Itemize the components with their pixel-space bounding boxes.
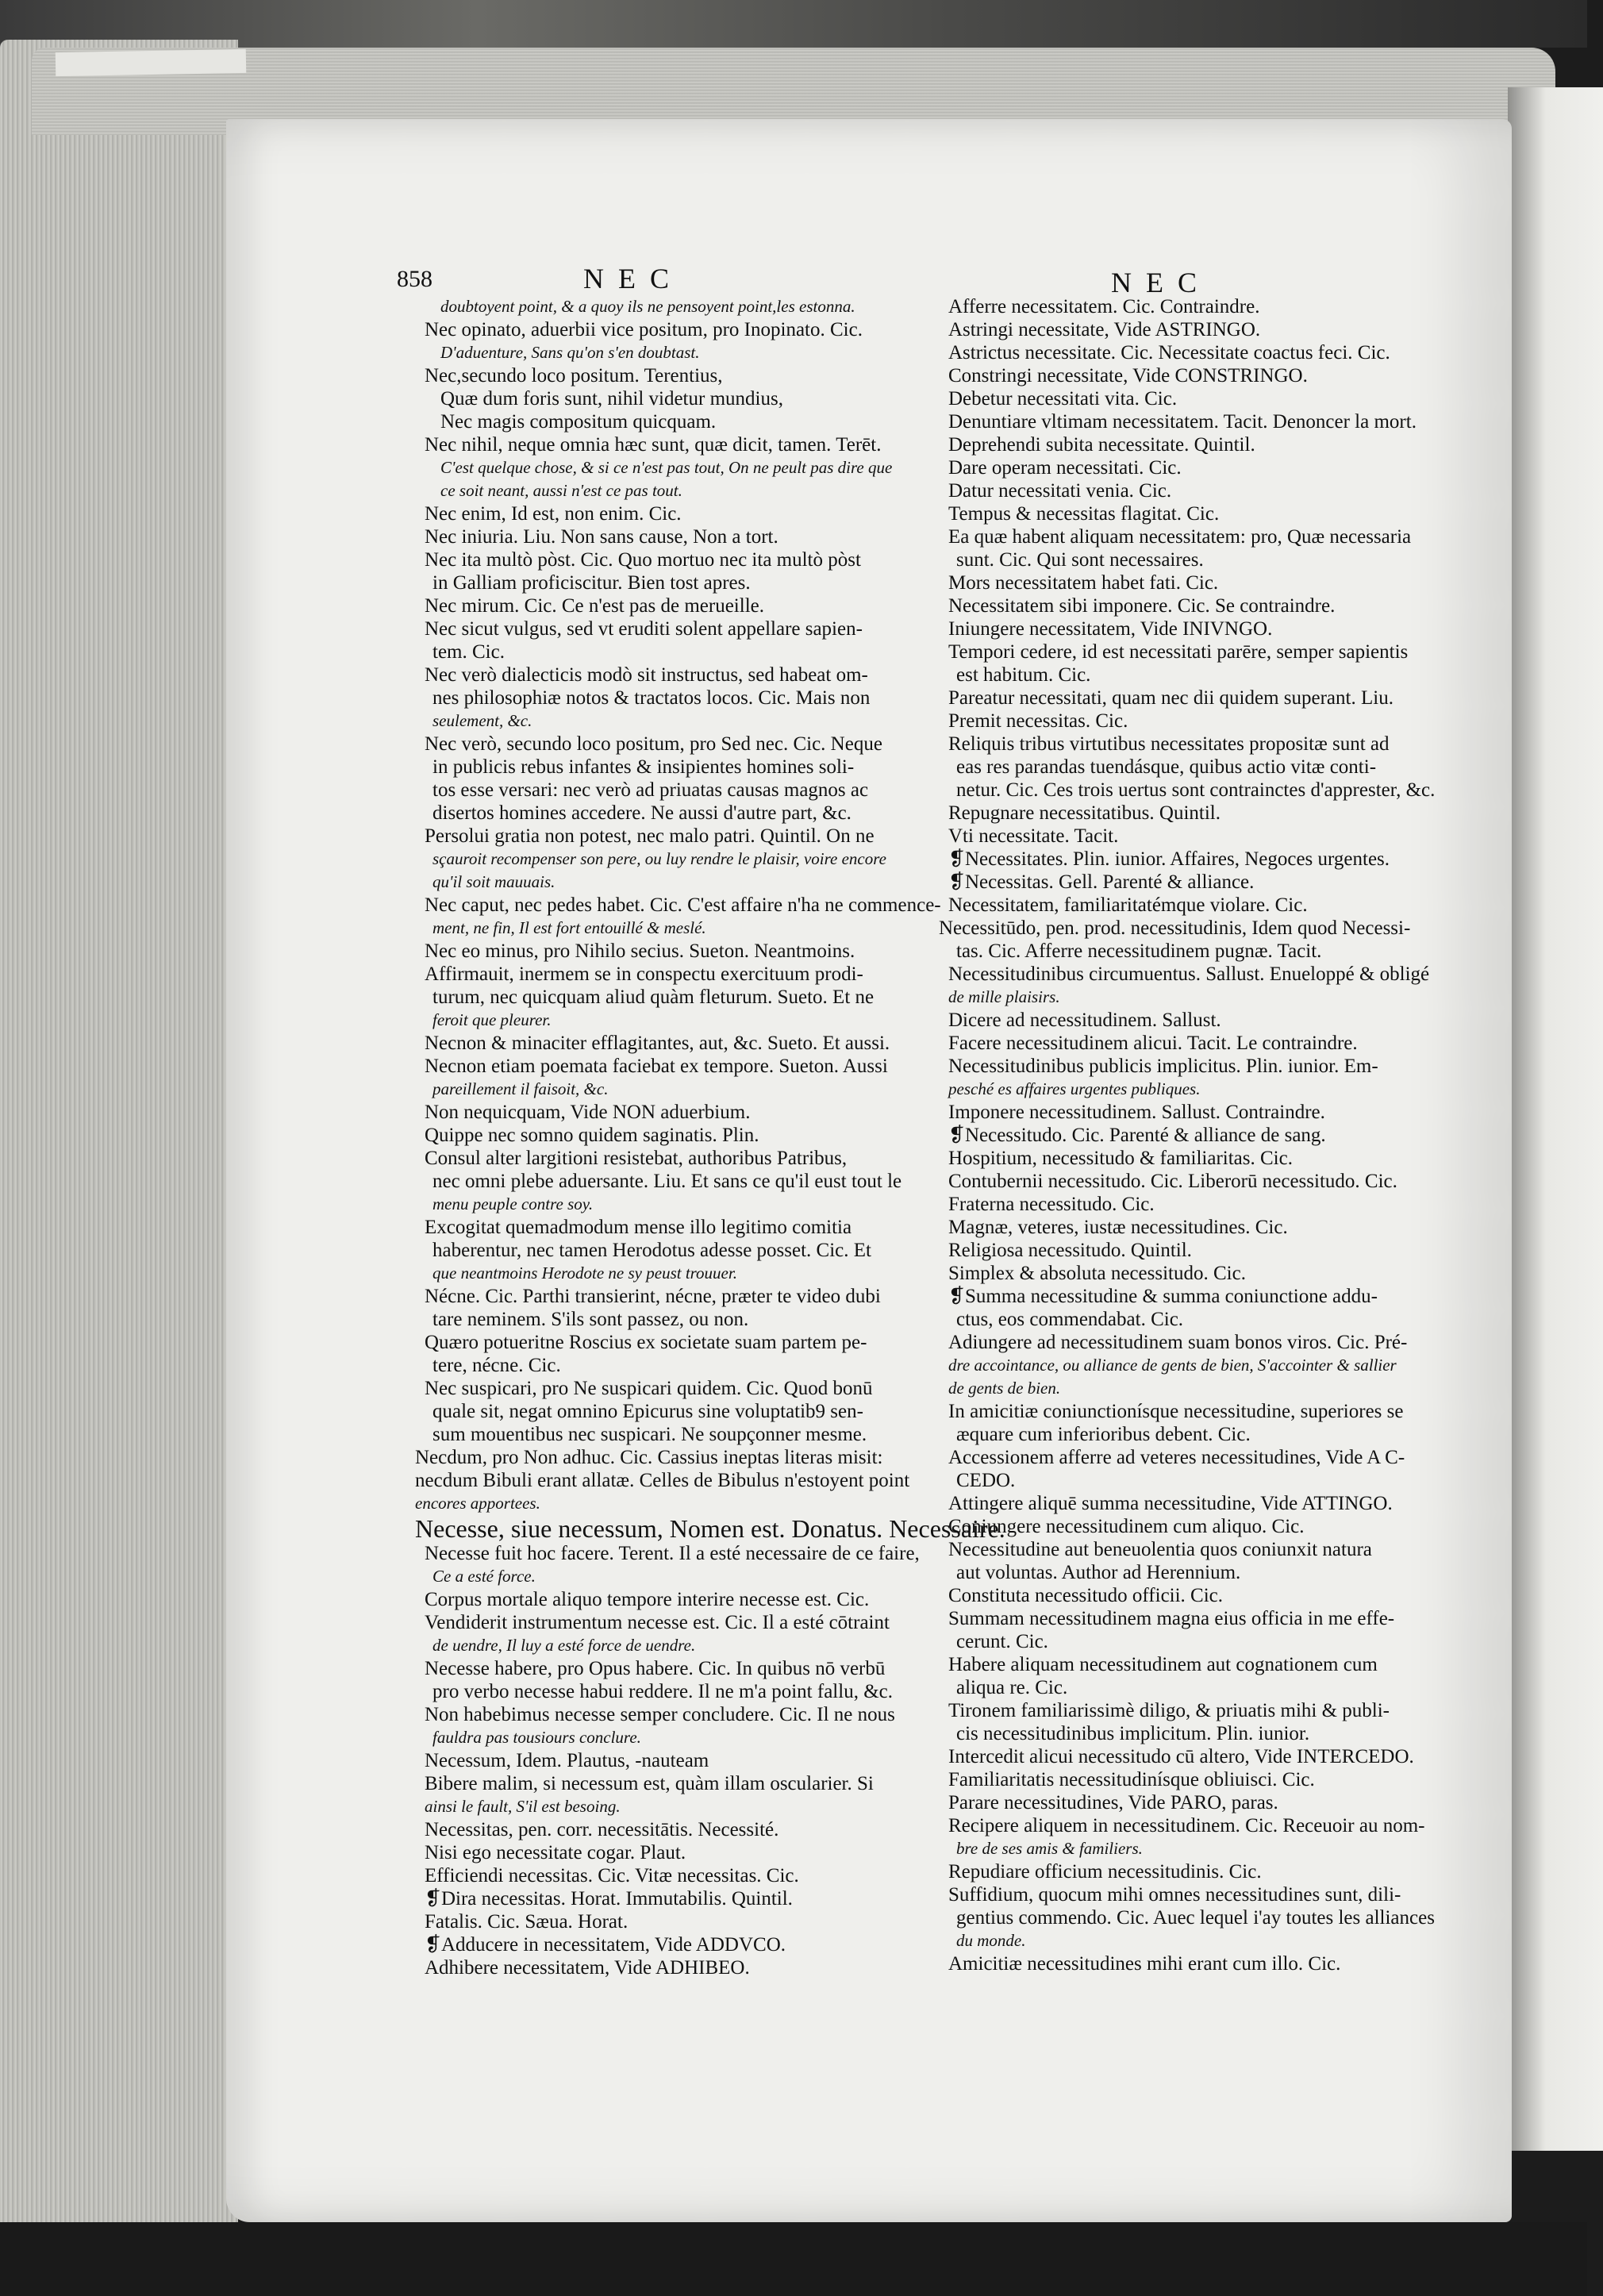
entry-line: de gents de bien. bbox=[948, 1379, 1061, 1398]
entry-line: æquare cum inferioribus debent. Cic. bbox=[956, 1424, 1251, 1445]
entry-line: Astrictus necessitate. Cic. Necessitate coactus feci. Cic. bbox=[948, 342, 1390, 363]
entry-line: ment, ne fin, Il est fort entouillé & meslé. bbox=[432, 918, 706, 937]
entry-line: Nec iniuria. Liu. Non sans cause, Non a tort. bbox=[425, 526, 778, 548]
entry-line: Consul alter largitioni resistebat, authoribus Patribus, bbox=[425, 1148, 848, 1169]
entry-line: feroit que pleurer. bbox=[432, 1010, 552, 1029]
entry-line: Intercedit alicui necessitudo cū altero, Vide INTERCEDO. bbox=[948, 1746, 1414, 1767]
entry-line: Hospitium, necessitudo & familiaritas. Cic. bbox=[948, 1148, 1293, 1169]
entry-line: Necnon & minaciter efflagitantes, aut, &c. Sueto. Et aussi. bbox=[425, 1033, 890, 1054]
entry-line: eas res parandas tuendásque, quibus actio vitæ conti- bbox=[956, 756, 1377, 778]
entry-line: Nec magis compositum quicquam. bbox=[440, 411, 717, 433]
entry-line: Religiosa necessitudo. Quintil. bbox=[948, 1240, 1192, 1261]
entry-line: Necesse fuit hoc facere. Terent. Il a esté necessaire de ce faire, bbox=[425, 1543, 920, 1564]
entry-line: Vendiderit instrumentum necesse est. Cic. Il a esté cōtraint bbox=[425, 1612, 890, 1633]
entry-line: Nec opinato, aduerbii vice positum, pro Inopinato. Cic. bbox=[425, 319, 863, 340]
entry-line: Repugnare necessitatibus. Quintil. bbox=[948, 802, 1221, 824]
entry-line: Attingere aliquē summa necessitudine, Vide ATTINGO. bbox=[948, 1493, 1393, 1514]
entry-line: Coniungere necessitudinem cum aliquo. Cic. bbox=[948, 1516, 1305, 1537]
entry-line: necdum Bibuli erant allatæ. Celles de Bibulus n'estoyent point bbox=[415, 1470, 910, 1491]
entry-line: ainsi le fault, S'il est besoing. bbox=[425, 1797, 621, 1816]
entry-line: dre accointance, ou alliance de gents de bien, S'accointer & sallier bbox=[948, 1356, 1397, 1375]
entry-line: ❡Necessitudo. Cic. Parenté & alliance de sang. bbox=[948, 1125, 1326, 1146]
entry-line: bre de ses amis & familiers. bbox=[956, 1839, 1143, 1858]
entry-line: pesché es affaires urgentes publiques. bbox=[948, 1079, 1201, 1098]
entry-line: Repudiare officium necessitudinis. Cic. bbox=[948, 1861, 1262, 1883]
entry-line: de mille plaisirs. bbox=[948, 987, 1060, 1006]
entry-line: Ea quæ habent aliquam necessitatem: pro, Quæ necessaria bbox=[948, 526, 1412, 548]
entry-line: Nec enim, Id est, non enim. Cic. bbox=[425, 503, 682, 525]
entry-line: aut voluntas. Author ad Herennium. bbox=[956, 1562, 1241, 1583]
entry-line: tos esse versari: nec verò ad priuatas causas magnos ac bbox=[432, 779, 869, 801]
entry-line: Necessitudinibus publicis implicitus. Plin. iunior. Em- bbox=[948, 1056, 1378, 1077]
entry-line: Mors necessitatem habet fati. Cic. bbox=[948, 572, 1219, 594]
entry-line: sçauroit recompenser son pere, ou luy rendre le plaisir, voire encore bbox=[432, 849, 886, 868]
entry-line: Contubernii necessitudo. Cic. Liberorū necessitudo. Cic. bbox=[948, 1171, 1397, 1192]
entry-line: Necesse, siue necessum, Nomen est. Donatus. Necessaire. bbox=[415, 1514, 1005, 1543]
entry-line: ❡Summa necessitudine & summa coniunctione addu- bbox=[948, 1286, 1378, 1307]
entry-line: Persolui gratia non potest, nec malo patri. Quintil. On ne bbox=[425, 825, 875, 847]
entry-line: seulement, &c. bbox=[432, 711, 532, 730]
entry-line: Adiungere ad necessitudinem suam bonos viros. Cic. Pré- bbox=[948, 1332, 1408, 1353]
entry-line: Quæro potueritne Roscius ex societate suam partem pe- bbox=[425, 1332, 867, 1353]
entry-line: tem. Cic. bbox=[432, 641, 505, 663]
entry-line: Efficiendi necessitas. Cic. Vitæ necessitas. Cic. bbox=[425, 1865, 799, 1886]
running-head-right: NEC bbox=[1111, 267, 1211, 298]
entry-line: Familiaritatis necessitudinísque obliuisci. Cic. bbox=[948, 1769, 1315, 1790]
entry-line: Magnæ, veteres, iustæ necessitudines. Cic. bbox=[948, 1217, 1288, 1238]
entry-line: Necnon etiam poemata faciebat ex tempore. Sueton. Aussi bbox=[425, 1056, 888, 1077]
entry-line: menu peuple contre soy. bbox=[432, 1194, 594, 1213]
entry-line: que neantmoins Herodote ne sy peust trouuer. bbox=[432, 1263, 737, 1283]
entry-line: Necessitas, pen. corr. necessitātis. Necessité. bbox=[425, 1819, 779, 1840]
entry-line: Nec verò, secundo loco positum, pro Sed nec. Cic. Neque bbox=[425, 733, 882, 755]
entry-line: Debetur necessitati vita. Cic. bbox=[948, 388, 1178, 410]
entry-line: Necesse habere, pro Opus habere. Cic. In quibus nō verbū bbox=[425, 1658, 886, 1679]
entry-line: Necessum, Idem. Plautus, -nauteam bbox=[425, 1750, 709, 1771]
entry-line: Deprehendi subita necessitate. Quintil. bbox=[948, 434, 1255, 456]
entry-line: Non habebimus necesse semper concludere. Cic. Il ne nous bbox=[425, 1704, 895, 1725]
entry-line: tare neminem. S'ils sont passez, ou non. bbox=[432, 1309, 749, 1330]
entry-line: Necessitatem, familiaritatémque violare. Cic. bbox=[948, 894, 1308, 916]
entry-line: Iniungere necessitatem, Vide INIVNGO. bbox=[948, 618, 1273, 640]
entry-line: Nec eo minus, pro Nihilo secius. Sueton. Neantmoins. bbox=[425, 940, 855, 962]
entry-line: nec omni plebe aduersante. Liu. Et sans ce qu'il eust tout le bbox=[432, 1171, 902, 1192]
entry-line: Nécne. Cic. Parthi transierint, nécne, præter te video dubi bbox=[425, 1286, 881, 1307]
entry-line: Parare necessitudines, Vide PARO, paras. bbox=[948, 1792, 1278, 1813]
page-stack-edge bbox=[0, 40, 238, 2262]
entry-line: Premit necessitas. Cic. bbox=[948, 710, 1128, 732]
entry-line: sum mouentibus nec suspicari. Ne soupçonner mesme. bbox=[432, 1424, 867, 1445]
entry-line: du monde. bbox=[956, 1931, 1026, 1950]
entry-line: Constringi necessitate, Vide CONSTRINGO. bbox=[948, 365, 1308, 387]
entry-line: Affirmauit, inermem se in conspectu exercituum prodi- bbox=[425, 963, 863, 985]
entry-line: ❡Necessitas. Gell. Parenté & alliance. bbox=[948, 871, 1255, 893]
entry-line: pareillement il faisoit, &c. bbox=[432, 1079, 609, 1098]
entry-line: Nisi ego necessitate cogar. Plaut. bbox=[425, 1842, 686, 1863]
entry-line: Fraterna necessitudo. Cic. bbox=[948, 1194, 1155, 1215]
entry-line: ❡Dira necessitas. Horat. Immutabilis. Quintil. bbox=[425, 1888, 793, 1909]
entry-line: Non nequicquam, Vide NON aduerbium. bbox=[425, 1102, 751, 1123]
entry-line: Amicitiæ necessitudines mihi erant cum illo. Cic. bbox=[948, 1953, 1341, 1975]
entry-line: nes philosophiæ notos & tractatos locos. Cic. Mais non bbox=[432, 687, 871, 709]
background-top bbox=[0, 0, 1587, 48]
entry-line: encores apportees. bbox=[415, 1494, 540, 1513]
entry-line: Astringi necessitate, Vide ASTRINGO. bbox=[948, 319, 1261, 340]
entry-line: Recipere aliquem in necessitudinem. Cic. Receuoir au nom- bbox=[948, 1815, 1425, 1836]
page-number: 858 bbox=[397, 266, 432, 292]
paper-tab bbox=[56, 49, 246, 76]
entry-line: Dare operam necessitati. Cic. bbox=[948, 457, 1182, 479]
entry-line: Ce a esté force. bbox=[432, 1567, 536, 1586]
entry-line: disertos homines accedere. Ne aussi d'autre part, &c. bbox=[432, 802, 851, 824]
entry-line: Imponere necessitudinem. Sallust. Contraindre. bbox=[948, 1102, 1325, 1123]
entry-line: turum, nec quicquam aliud quàm fleturum. Sueto. Et ne bbox=[432, 986, 875, 1008]
entry-line: Quippe nec somno quidem saginatis. Plin. bbox=[425, 1125, 759, 1146]
entry-line: Habere aliquam necessitudinem aut cognationem cum bbox=[948, 1654, 1378, 1675]
entry-line: In amicitiæ coniunctionísque necessitudine, superiores se bbox=[948, 1401, 1404, 1422]
entry-line: ❡Adducere in necessitatem, Vide ADDVCO. bbox=[425, 1934, 786, 1956]
entry-line: gentius commendo. Cic. Auec lequel i'ay toutes les alliances bbox=[956, 1907, 1435, 1929]
entry-line: Dicere ad necessitudinem. Sallust. bbox=[948, 1010, 1221, 1031]
entry-line: in Galliam proficiscitur. Bien tost apres. bbox=[432, 572, 751, 594]
entry-line: Nec verò dialecticis modò sit instructus, sed habeat om- bbox=[425, 664, 868, 686]
entry-line: cis necessitudinibus implicitum. Plin. iunior. bbox=[956, 1723, 1310, 1744]
entry-line: Corpus mortale aliquo tempore interire necesse est. Cic. bbox=[425, 1589, 870, 1610]
entry-line: Datur necessitati venia. Cic. bbox=[948, 480, 1172, 502]
entry-line: Constituta necessitudo officii. Cic. bbox=[948, 1585, 1224, 1606]
entry-line: Vti necessitate. Tacit. bbox=[948, 825, 1119, 847]
entry-line: Necdum, pro Non adhuc. Cic. Cassius ineptas literas misit: bbox=[415, 1447, 883, 1468]
entry-line: Necessitatem sibi imponere. Cic. Se contraindre. bbox=[948, 595, 1336, 617]
entry-line: Nec mirum. Cic. Ce n'est pas de merueille. bbox=[425, 595, 764, 617]
entry-line: D'aduenture, Sans qu'on s'en doubtast. bbox=[440, 343, 700, 362]
entry-line: Bibere malim, si necessum est, quàm illam oscularier. Si bbox=[425, 1773, 874, 1794]
entry-line: Nec nihil, neque omnia hæc sunt, quæ dicit, tamen. Terēt. bbox=[425, 434, 882, 456]
entry-line: Facere necessitudinem alicui. Tacit. Le contraindre. bbox=[948, 1033, 1358, 1054]
entry-line: pro verbo necesse habui reddere. Il ne m'a point fallu, &c. bbox=[432, 1681, 893, 1702]
entry-line: haberentur, nec tamen Herodotus adesse posset. Cic. Et bbox=[432, 1240, 871, 1261]
entry-line: quale sit, negat omnino Epicurus sine voluptatib9 sen- bbox=[432, 1401, 863, 1422]
entry-line: Fatalis. Cic. Sæua. Horat. bbox=[425, 1911, 629, 1933]
entry-line: CEDO. bbox=[956, 1470, 1016, 1491]
entry-line: Nec suspicari, pro Ne suspicari quidem. Cic. Quod bonū bbox=[425, 1378, 873, 1399]
entry-line: ctus, eos commendabat. Cic. bbox=[956, 1309, 1184, 1330]
entry-line: Excogitat quemadmodum mense illo legitimo comitia bbox=[425, 1217, 852, 1238]
entry-line: Reliquis tribus virtutibus necessitates propositæ sunt ad bbox=[948, 733, 1390, 755]
entry-line: qu'il soit mauuais. bbox=[432, 872, 555, 891]
entry-line: doubtoyent point, & a quoy ils ne pensoyent point,les estonna. bbox=[440, 297, 855, 316]
background-bottom bbox=[0, 2222, 1587, 2296]
entry-line: Suffidium, quocum mihi omnes necessitudines sunt, dili- bbox=[948, 1884, 1401, 1906]
entry-line: Nec sicut vulgus, sed vt eruditi solent appellare sapien- bbox=[425, 618, 863, 640]
entry-line: Quæ dum foris sunt, nihil videtur mundius, bbox=[440, 388, 783, 410]
entry-line: Nec,secundo loco positum. Terentius, bbox=[425, 365, 723, 387]
entry-line: est habitum. Cic. bbox=[956, 664, 1091, 686]
entry-line: tere, nécne. Cic. bbox=[432, 1355, 561, 1376]
entry-line: Tempori cedere, id est necessitati parēre, semper sapientis bbox=[948, 641, 1409, 663]
entry-line: Accessionem afferre ad veteres necessitudines, Vide A C- bbox=[948, 1447, 1405, 1468]
entry-line: ❡Necessitates. Plin. iunior. Affaires, Negoces urgentes. bbox=[948, 848, 1390, 870]
entry-line: cerunt. Cic. bbox=[956, 1631, 1048, 1652]
entry-line: Afferre necessitatem. Cic. Contraindre. bbox=[948, 296, 1260, 317]
entry-line: Tironem familiarissimè diligo, & priuatis mihi & publi- bbox=[948, 1700, 1390, 1721]
entry-line: C'est quelque chose, & si ce n'est pas tout, On ne peult pas dire que bbox=[440, 458, 893, 477]
entry-line: Pareatur necessitati, quam nec dii quidem superant. Liu. bbox=[948, 687, 1393, 709]
right-column bbox=[939, 295, 1436, 1975]
entry-line: Necessitudinibus circumuentus. Sallust. Enueloppé & obligé bbox=[948, 963, 1430, 985]
entry-line: Denuntiare vltimam necessitatem. Tacit. Denoncer la mort. bbox=[948, 411, 1417, 433]
running-head-left: NEC bbox=[583, 263, 683, 294]
entry-line: ce soit neant, aussi n'est ce pas tout. bbox=[440, 481, 682, 500]
entry-line: Necessitudine aut beneuolentia quos coniunxit natura bbox=[948, 1539, 1372, 1560]
entry-line: Nec ita multò pòst. Cic. Quo mortuo nec ita multò pòst bbox=[425, 549, 861, 571]
entry-line: fauldra pas tousiours conclure. bbox=[432, 1728, 641, 1747]
entry-line: netur. Cic. Ces trois uertus sont contrainctes d'apprester, &c. bbox=[956, 779, 1436, 801]
entry-line: sunt. Cic. Qui sont necessaires. bbox=[956, 549, 1204, 571]
entry-line: de uendre, Il luy a esté force de uendre. bbox=[432, 1636, 696, 1655]
entry-line: Adhibere necessitatem, Vide ADHIBEO. bbox=[425, 1957, 750, 1979]
entry-line: tas. Cic. Afferre necessitudinem pugnæ. Tacit. bbox=[956, 940, 1322, 962]
entry-line: Simplex & absoluta necessitudo. Cic. bbox=[948, 1263, 1246, 1284]
entry-line: in publicis rebus infantes & insipientes homines soli- bbox=[432, 756, 855, 778]
entry-line: aliqua re. Cic. bbox=[956, 1677, 1068, 1698]
entry-line: Necessitūdo, pen. prod. necessitudinis, Idem quod Necessi- bbox=[939, 917, 1411, 939]
entry-line: Summam necessitudinem magna eius officia in me effe- bbox=[948, 1608, 1395, 1629]
facing-page bbox=[1508, 87, 1603, 2151]
entry-line: Tempus & necessitas flagitat. Cic. bbox=[948, 503, 1220, 525]
entry-line: Nec caput, nec pedes habet. Cic. C'est affaire n'ha ne commence- bbox=[425, 894, 941, 916]
